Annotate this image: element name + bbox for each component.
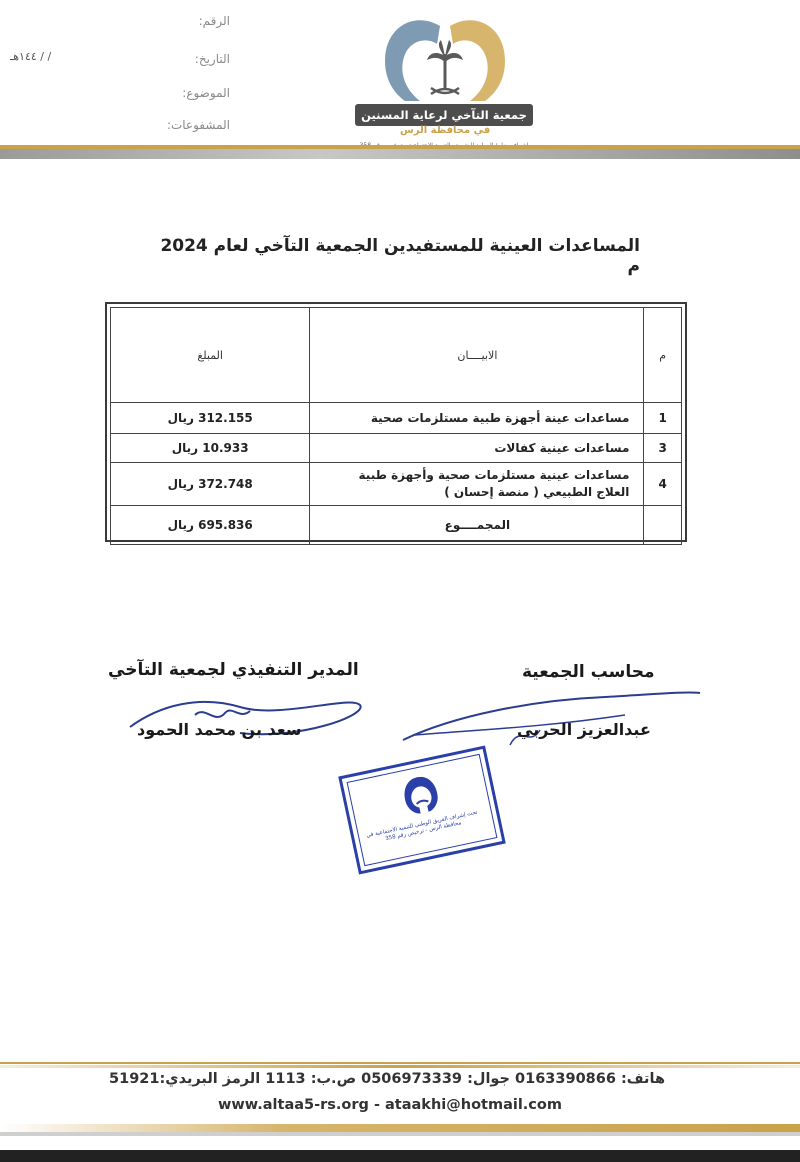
header-num: م — [644, 308, 682, 403]
executive-director-title: المدير التنفيذي لجمعية التآخي — [108, 660, 359, 680]
accountant-name: عبدالعزيز الحربي — [517, 720, 651, 739]
row-num: 1 — [644, 403, 682, 434]
date-value: / / ١٤٤هـ — [10, 50, 52, 63]
row-desc-line1: مساعدات عينية مستلزمات صحية وأجهزة طبية — [358, 468, 630, 482]
row-amount: 372.748 ريال — [167, 476, 253, 491]
header-amount: المبلغ — [111, 308, 310, 403]
subject-label: الموضوع: — [182, 86, 230, 100]
footer-gradient-line — [0, 1065, 800, 1068]
table-row — [111, 434, 682, 463]
row-desc: مساعدات عينة أجهزة طبية مستلزمات صحية — [310, 403, 644, 434]
official-stamp — [338, 745, 506, 874]
header-desc: الابيــــان — [310, 308, 644, 403]
aid-table — [105, 302, 687, 542]
row-desc-line2: العلاج الطبيعي ( منصة إحسان ) — [444, 485, 630, 499]
association-logo — [345, 6, 545, 151]
header-gray-band — [0, 149, 800, 159]
palm-swords-icon — [427, 40, 463, 94]
row-desc: مساعدات عينية كفالات — [310, 434, 644, 463]
number-label: الرقم: — [198, 14, 230, 28]
attachments-label: المشفوعات: — [166, 118, 230, 132]
total-label: المجمــــوع — [310, 506, 644, 545]
stamp-text: تحت إشراف الفريق الوطني للتنمية الاجتماعية في محافظة الرس - ترخيص رقم 358 — [365, 809, 479, 843]
date-label: التاريخ: — [194, 52, 230, 66]
total-amount: 695.836 ريال — [167, 518, 253, 532]
total-num-cell — [644, 506, 682, 545]
footer-dark-band — [0, 1150, 800, 1162]
footer-gold-line — [0, 1062, 800, 1064]
accountant-signature-icon — [395, 685, 705, 750]
footer-gold-band — [0, 1124, 800, 1132]
header-meta — [0, 10, 240, 140]
footer-gray-line — [0, 1132, 800, 1136]
table-row — [111, 463, 682, 506]
row-num: 3 — [644, 434, 682, 463]
logo-region: في محافظة الرس — [400, 125, 491, 136]
logo-name: جمعية التآخي لرعاية المسنين — [355, 104, 533, 126]
hands-emblem-icon — [345, 6, 545, 106]
accountant-title: محاسب الجمعية — [522, 662, 655, 682]
footer-contact: هاتف: 0163390866 جوال: 0506973339 ص.ب: 1113 الرمز البريدي:51921 — [109, 1071, 665, 1087]
footer-web: www.altaa5-rs.org - ataakhi@hotmail.com — [218, 1097, 562, 1113]
total-row — [111, 506, 682, 545]
row-amount: 312.155 ريال — [167, 411, 253, 425]
row-amount: 10.933 ريال — [171, 441, 249, 455]
director-name: سعد بن محمد الحمود — [137, 720, 302, 739]
document-title: المساعدات العينية للمستفيدين الجمعية التآخي لعام 2024 م — [160, 236, 640, 276]
row-num: 4 — [644, 463, 682, 506]
table-row — [111, 403, 682, 434]
stamp-emblem-icon — [395, 769, 447, 821]
